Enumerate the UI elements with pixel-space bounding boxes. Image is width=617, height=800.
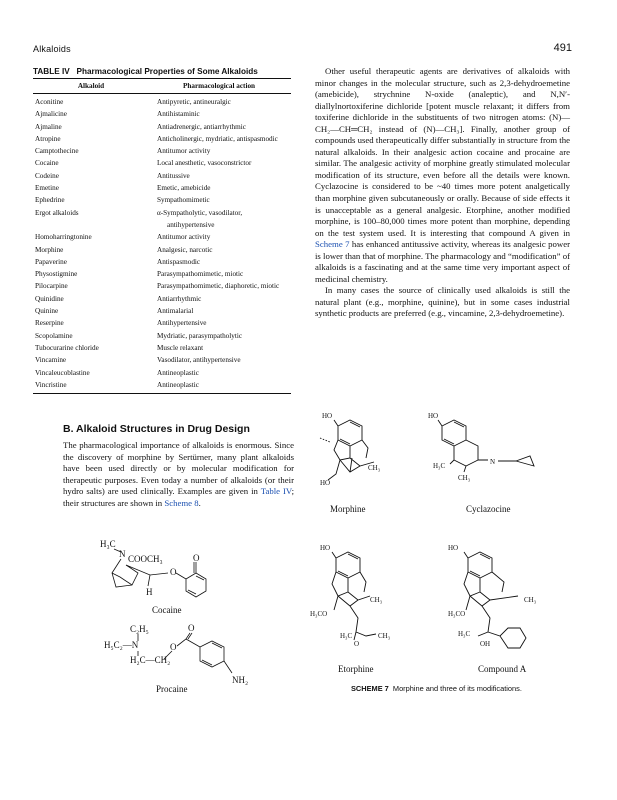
cocaine-procaine-structures [90, 535, 270, 695]
table-row [33, 231, 291, 243]
atom-ch3: CH₃ [458, 474, 471, 482]
morphine-label: Morphine [330, 504, 366, 514]
table-header-action: Pharmacological action [182, 82, 256, 90]
alkaloid-name: Quinine [35, 307, 59, 316]
table-header-row [33, 79, 291, 93]
alkaloid-name: Codeine [35, 171, 59, 180]
pharmacological-action [157, 293, 291, 305]
atom-c2h5: C₂H₅ [130, 624, 149, 634]
action-line: Antineoplastic [157, 380, 199, 389]
atom-ch3: CH₃ [368, 464, 381, 472]
action-line: α-Sympatholytic, vasodilator, [157, 208, 243, 217]
table-row [33, 354, 291, 366]
alkaloid-name: Ephedrine [35, 196, 65, 205]
pharmacological-action [157, 280, 291, 292]
table-row [33, 194, 291, 206]
table-row [33, 256, 291, 268]
alkaloid-name: Quinidine [35, 294, 64, 303]
table-row [33, 133, 291, 145]
atom-ho: HO [320, 544, 331, 552]
etorphine-label: Etorphine [338, 664, 374, 674]
alkaloid-name: Ajmalicine [35, 110, 67, 119]
atom-h3co: H₃CO [448, 610, 466, 618]
table-caption-title: Pharmacological Properties of Some Alkaloids [76, 67, 258, 76]
section-title: B. Alkaloid Structures in Drug Design [63, 423, 250, 435]
table-row [33, 367, 291, 379]
action-line: Analgesic, narcotic [157, 245, 213, 254]
table-row [33, 379, 291, 391]
atom-o: O [170, 567, 177, 577]
compound-a-label: Compound A [478, 664, 527, 674]
table-row [33, 293, 291, 305]
table-row [33, 96, 291, 108]
atom-h3c: H₃C [340, 632, 353, 640]
atom-o: O [188, 623, 195, 633]
atom-h3c: H₃C [458, 630, 471, 638]
action-line: Anticholinergic, mydriatic, antispasmodic [157, 134, 278, 143]
atom-o: O [170, 642, 177, 652]
action-line: Local anesthetic, vasoconstrictor [157, 159, 252, 168]
table-body [33, 96, 291, 391]
cocaine-label: Cocaine [152, 605, 182, 615]
action-line: Vasodilator, antihypertensive [157, 356, 241, 365]
scheme-caption [351, 684, 522, 693]
action-line: Muscle relaxant [157, 343, 204, 352]
alkaloid-name: Homoharringtonine [35, 233, 92, 242]
action-line: Antiadrenergic, antiarrhythmic [157, 122, 246, 131]
pharmacological-action [157, 256, 291, 268]
table-row [33, 157, 291, 169]
alkaloid-name: Tubocurarine chloride [35, 343, 99, 352]
alkaloid-name: Vincamine [35, 356, 67, 365]
cyclazocine-structure [428, 412, 534, 514]
atom-h5c2n: H₅C₂—N [104, 640, 139, 650]
table-row [33, 268, 291, 280]
atom-o: O [354, 640, 360, 648]
pharmacological-action [157, 207, 291, 232]
atom-h2c-ch2: H₂C—CH₂ [130, 655, 171, 665]
action-line: Antihistaminic [157, 110, 200, 119]
table-row [33, 244, 291, 256]
pharmacological-action [157, 317, 291, 329]
table-header-alkaloid: Alkaloid [77, 82, 105, 90]
alkaloid-name: Camptothecine [35, 147, 79, 156]
action-line: Antipyretic, antineuralgic [157, 98, 231, 106]
paragraph-sources: In many cases the source of clinically used alkaloids is still the natural plant (e.g., morphine, quinine), but in some cases industrial synthetic products are preferred (e.g., vincamine, 2,3-dehydroemetine). [315, 285, 570, 319]
table-row [33, 207, 291, 232]
right-column-text [315, 66, 570, 320]
pharmacological-action [157, 133, 291, 145]
cyclazocine-label: Cyclazocine [466, 504, 511, 514]
table-row [33, 108, 291, 120]
action-line: Parasympathomimetic, miotic [157, 270, 244, 279]
pharmacological-action [157, 330, 291, 342]
paragraph-derivatives-part2: has enhanced antitussive activity, whereas its analgesic power is lower than that of morphine. The pharmacology and “modification” of alkaloids is a fascinating and at the same time very important aspect of medicinal chemistry. [315, 239, 571, 284]
pharmacological-action [157, 342, 291, 354]
section-b-paragraph [63, 440, 294, 509]
table-row [33, 170, 291, 182]
atom-ho: HO [428, 412, 439, 420]
pharmacological-action [157, 231, 291, 243]
paragraph-derivatives-part1: Other useful therapeutic agents are derivatives of alkaloids with minor changes in the molecular structure, such as 2,3-dehydroemetine (amebicide), strychnine N-oxide (analeptic), and N,N′-diallylnortoxiferine dichloride [potent muscle relaxant; it differs from toxiferine dichloride in the substituents of two nitrogen atoms: (N)—CH₂—CH═CH₂ instead of (N)—CH₃]. Finally, another group of compounds used therapeutically differ substantially in structure from the natural alkaloids. In their analgesic action cocaine and procaine are similar. The analgesic activity of morphine greatly stimulated molecular modification of its structure, even before all the details were known. Cyclazocine is considered to be ~40 times more potent analgetically than morphine given subcutaneously or orally. Because of side effects it is unacceptable as a general analgesic. Etorphine, another modified morphine, is 100–80,000 times more potent than morphine, depending on the test system used. It is interesting that compound A given in [315, 66, 570, 238]
scheme7-bottom-row [308, 540, 608, 680]
morphine-structure [320, 412, 381, 514]
pharmacological-action [157, 305, 291, 317]
alkaloid-name: Morphine [35, 245, 64, 254]
pharmacological-action [157, 182, 291, 194]
table-row [33, 145, 291, 157]
alkaloid-name: Cocaine [35, 159, 59, 168]
pharmacological-action [157, 170, 291, 182]
table-row [33, 342, 291, 354]
table-row [33, 317, 291, 329]
action-line: Antitumor activity [157, 233, 211, 242]
alkaloid-name: Vincristine [35, 380, 67, 389]
etorphine-structure [310, 544, 391, 674]
page-number: 491 [553, 42, 572, 54]
section-b-text-2: ; their structures are shown in [63, 486, 295, 508]
table-iv-link[interactable]: Table IV [260, 486, 292, 497]
alkaloid-name: Papaverine [35, 257, 67, 266]
atom-ch3: CH₃ [378, 632, 391, 640]
table-caption-label: TABLE IV [33, 67, 70, 76]
atom-ch3: CH₃ [524, 596, 537, 604]
procaine-label: Procaine [156, 684, 188, 694]
atom-h3co: H₃CO [310, 610, 328, 618]
action-line: Sympathomimetic [157, 196, 210, 205]
alkaloid-name: Ergot alkaloids [35, 208, 79, 217]
action-line: Antineoplastic [157, 368, 199, 377]
action-line: Antimalarial [157, 307, 194, 316]
alkaloid-name: Ajmaline [35, 122, 62, 131]
procaine-structure [104, 623, 248, 694]
atom-n: N [490, 458, 496, 466]
pharmacological-action [157, 367, 291, 379]
pharmacological-action [157, 268, 291, 280]
pharmacological-action [157, 108, 291, 120]
scheme-8-link[interactable]: Scheme 8 [164, 497, 199, 508]
action-line: Mydriatic, parasympatholytic [157, 331, 243, 340]
atom-ho: HO [448, 544, 459, 552]
alkaloid-name: Pilocarpine [35, 282, 68, 291]
alkaloid-name: Reserpine [35, 319, 64, 328]
running-header-section: Alkaloids [33, 44, 71, 54]
section-b-text-1: The pharmacological importance of alkaloids is enormous. Since the discovery of morphine by Sertürner, many plant alkaloids have been used directly or by molecular modification for therapeutic purposes. Even today a number of alkaloids (or their hydro salts) are used clinically. Examples are given in [63, 440, 294, 497]
pharmacological-action [157, 354, 291, 366]
table-row [33, 182, 291, 194]
table-header-rule [33, 93, 291, 94]
table-caption [33, 67, 258, 76]
paragraph-derivatives [315, 66, 570, 285]
cocaine-structure [100, 539, 206, 615]
alkaloid-name: Aconitine [35, 98, 64, 106]
alkaloid-name: Emetine [35, 184, 59, 193]
table-row [33, 121, 291, 133]
atom-ch3: CH₃ [370, 596, 383, 604]
action-line-continued: antihypertensive [167, 220, 215, 229]
pharmacological-action [157, 244, 291, 256]
atom-o: O [193, 553, 200, 563]
scheme-caption-text: Morphine and three of its modifications. [392, 684, 522, 693]
atom-oh: OH [480, 640, 491, 648]
pharmacological-action [157, 145, 291, 157]
alkaloid-name: Atropine [35, 134, 61, 143]
atom-cooch3: COOCH₃ [128, 554, 163, 564]
table-row [33, 305, 291, 317]
pharmacological-action [157, 121, 291, 133]
compound-a-structure [448, 544, 537, 674]
pharmacological-action [157, 379, 291, 391]
action-line: Parasympathomimetic, diaphoretic, miotic [157, 282, 280, 291]
atom-h: H [146, 587, 153, 597]
pharmacology-table [33, 78, 291, 394]
action-line: Antitussive [157, 171, 190, 180]
atom-ho: HO [322, 412, 333, 420]
pharmacological-action [157, 157, 291, 169]
section-b-text-3: . [198, 497, 201, 508]
scheme-caption-label: SCHEME 7 [351, 684, 389, 693]
alkaloid-name: Vincaleucoblastine [35, 368, 90, 377]
action-line: Antispasmodic [157, 257, 201, 266]
scheme-7-link[interactable]: Scheme 7 [315, 239, 350, 250]
action-line: Antiarrhythmic [157, 294, 202, 303]
table-bottom-rule [33, 393, 291, 394]
action-line: Antihypertensive [157, 319, 207, 328]
pharmacological-action [157, 194, 291, 206]
pharmacological-action [157, 96, 291, 108]
scheme7-top-row [308, 408, 608, 518]
action-line: Antitumor activity [157, 147, 211, 156]
atom-h3c: H₃C [100, 539, 116, 549]
table-row [33, 330, 291, 342]
table-row [33, 280, 291, 292]
alkaloid-name: Scopolamine [35, 331, 73, 340]
atom-ho: HO [320, 479, 331, 487]
atom-nh2: NH₂ [232, 675, 249, 685]
atom-h3c: H₃C [433, 462, 446, 470]
action-line: Emetic, amebicide [157, 184, 211, 193]
alkaloid-name: Physostigmine [35, 270, 78, 279]
atom-n: N [119, 549, 126, 559]
